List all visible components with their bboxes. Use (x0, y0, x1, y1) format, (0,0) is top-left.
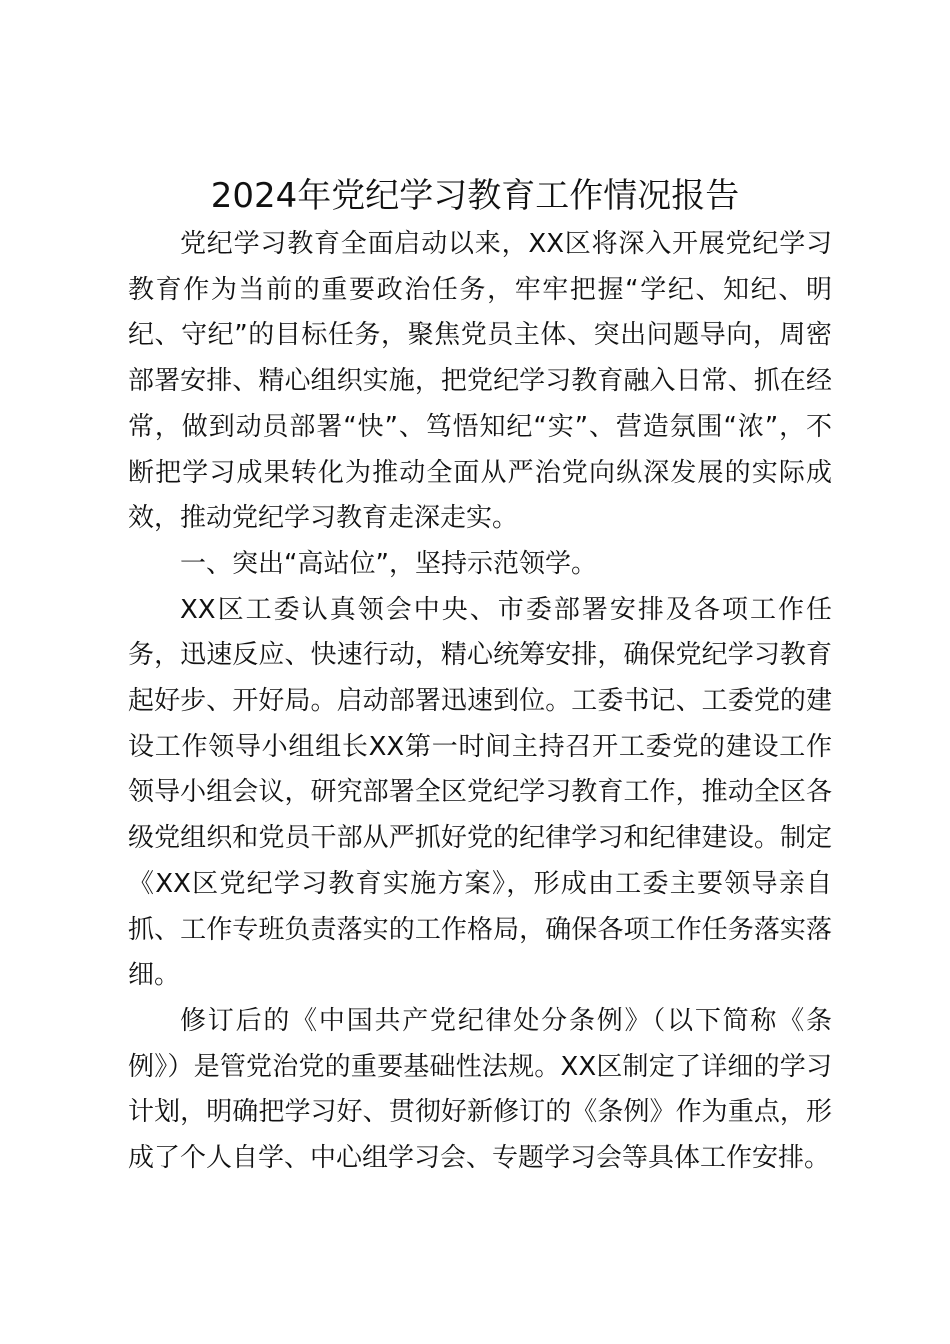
paragraph-intro: 党纪学习教育全面启动以来，XX区将深入开展党纪学习教育作为当前的重要政治任务，牢牢把握“学纪、知纪、明纪、守纪”的目标任务，聚焦党员主体、突出问题导向，周密部署安排、精心组织实施，把党纪学习教育融入日常、抓在经常，做到动员部署“快”、笃悟知纪“实”、营造氛围“浓”，不断把学习成果转化为推动全面从严治党向纵深发展的实际成效，推动党纪学习教育走深走实。 (128, 229, 832, 534)
section-heading-1: 一、突出“高站位”，坚持示范领学。 (180, 548, 597, 579)
document-body (128, 222, 832, 1182)
document-title: 2024年党纪学习教育工作情况报告 (210, 176, 740, 216)
paragraph-regulations: 修订后的《中国共产党纪律处分条例》（以下简称《条例》）是管党治党的重要基础性法规。XX区制定了详细的学习计划，明确把学习好、贯彻好新修订的《条例》作为重点，形成了个人自学、中心组学习会、专题学习会等具体工作安排。 (128, 1005, 832, 1174)
paragraph-deployment: XX区工委认真领会中央、市委部署安排及各项工作任务，迅速反应、快速行动，精心统筹安排，确保党纪学习教育起好步、开好局。启动部署迅速到位。工委书记、工委党的建设工作领导小组组长XX第一时间主持召开工委党的建设工作领导小组会议，研究部署全区党纪学习教育工作，推动全区各级党组织和党员干部从严抓好党的纪律学习和纪律建设。制定《XX区党纪学习教育实施方案》，形成由工委主要领导亲自抓、工作专班负责落实的工作格局，确保各项工作任务落实落细。 (128, 594, 832, 991)
